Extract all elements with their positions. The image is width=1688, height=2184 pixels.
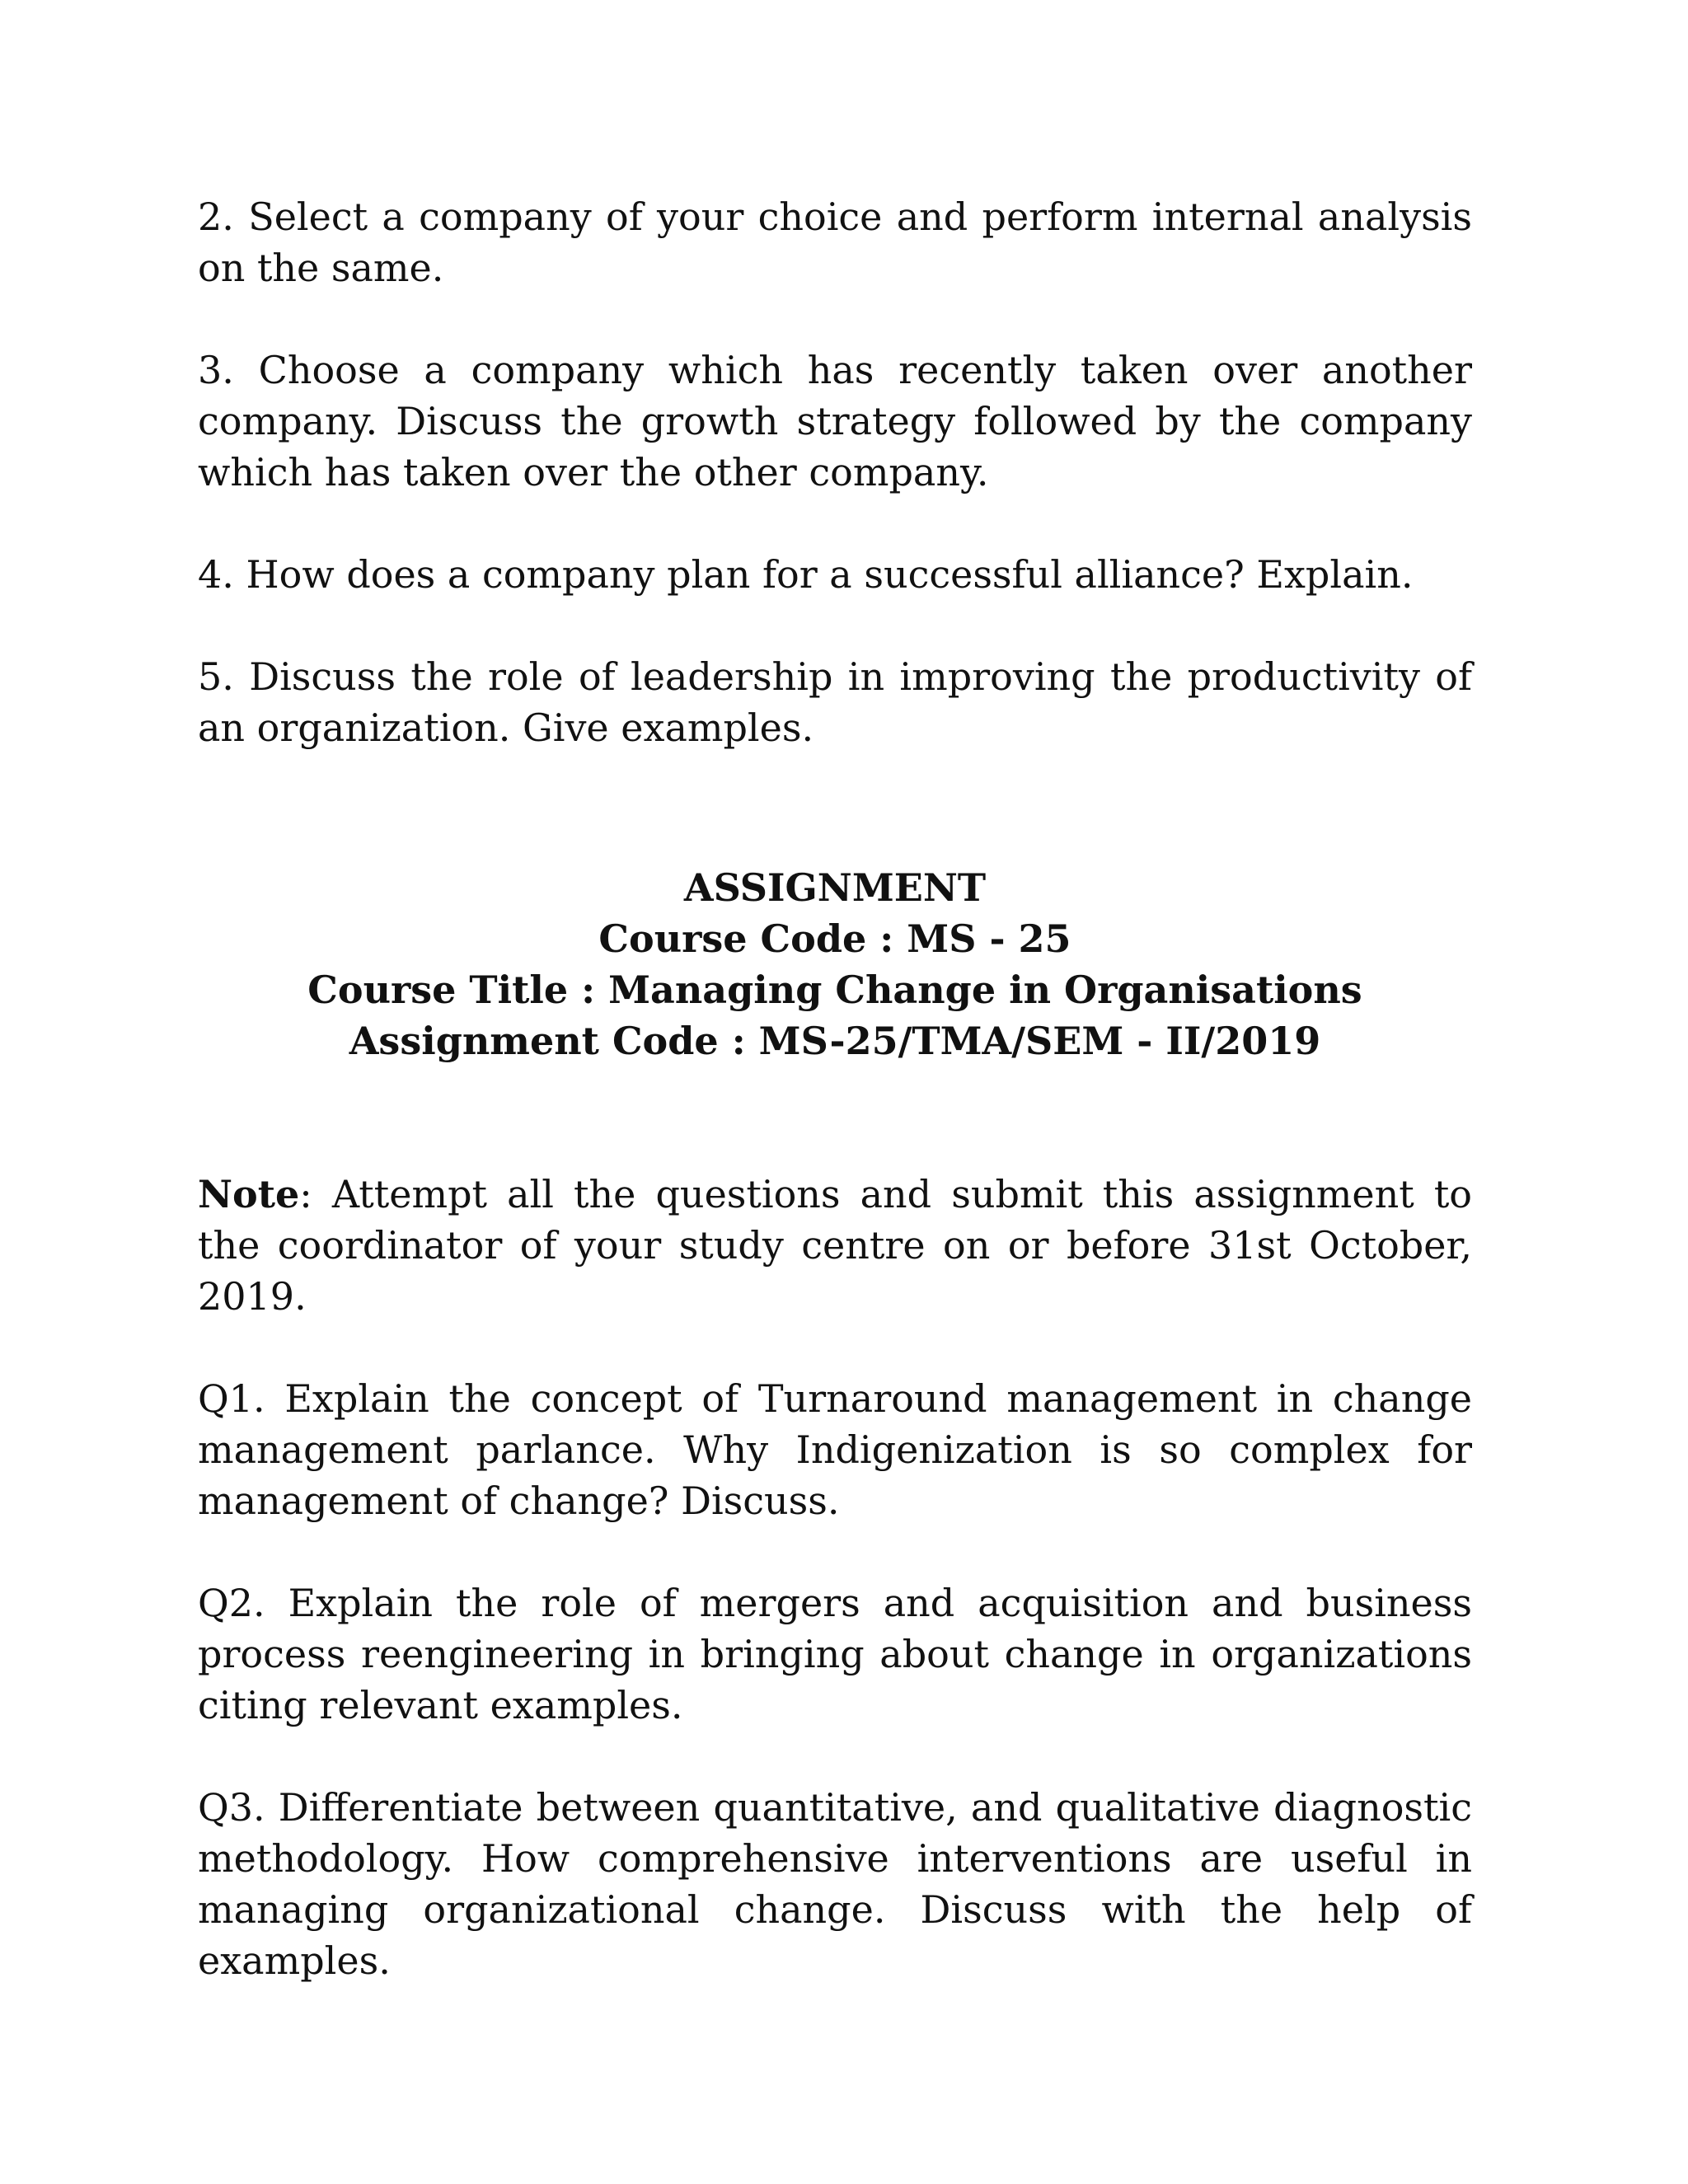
assignment-header	[198, 862, 1472, 1066]
note-paragraph	[198, 1169, 1472, 1322]
note-label: Note	[198, 1172, 300, 1216]
question-4: 4. How does a company plan for a successful alliance? Explain.	[198, 552, 1414, 597]
course-code: Course Code : MS - 25	[598, 916, 1071, 961]
document-page	[198, 191, 1472, 1986]
course-title: Course Title : Managing Change in Organisations	[307, 968, 1362, 1012]
note-text: : Attempt all the questions and submit this assignment to the coordinator of your study centre on or before 31st October, 2019.	[198, 1172, 1472, 1319]
question-q1: Q1. Explain the concept of Turnaround management in change management parlance. Why Indigenization is so complex for management of change? Discuss.	[198, 1376, 1472, 1523]
question-3: 3. Choose a company which has recently taken over another company. Discuss the growth strategy followed by the company which has taken over the other company.	[198, 348, 1472, 494]
question-2: 2. Select a company of your choice and perform internal analysis on the same.	[198, 194, 1472, 290]
assignment-code: Assignment Code : MS-25/TMA/SEM - II/2019	[349, 1019, 1321, 1063]
question-q2: Q2. Explain the role of mergers and acquisition and business process reengineering in bringing about change in organizations citing relevant examples.	[198, 1581, 1472, 1727]
question-5: 5. Discuss the role of leadership in improving the productivity of an organization. Give examples.	[198, 654, 1472, 750]
question-q3: Q3. Differentiate between quantitative, and qualitative diagnostic methodology. How comprehensive interventions are useful in managing organizational change. Discuss with the help of examples.	[198, 1785, 1472, 1983]
assignment-title: ASSIGNMENT	[683, 865, 987, 910]
